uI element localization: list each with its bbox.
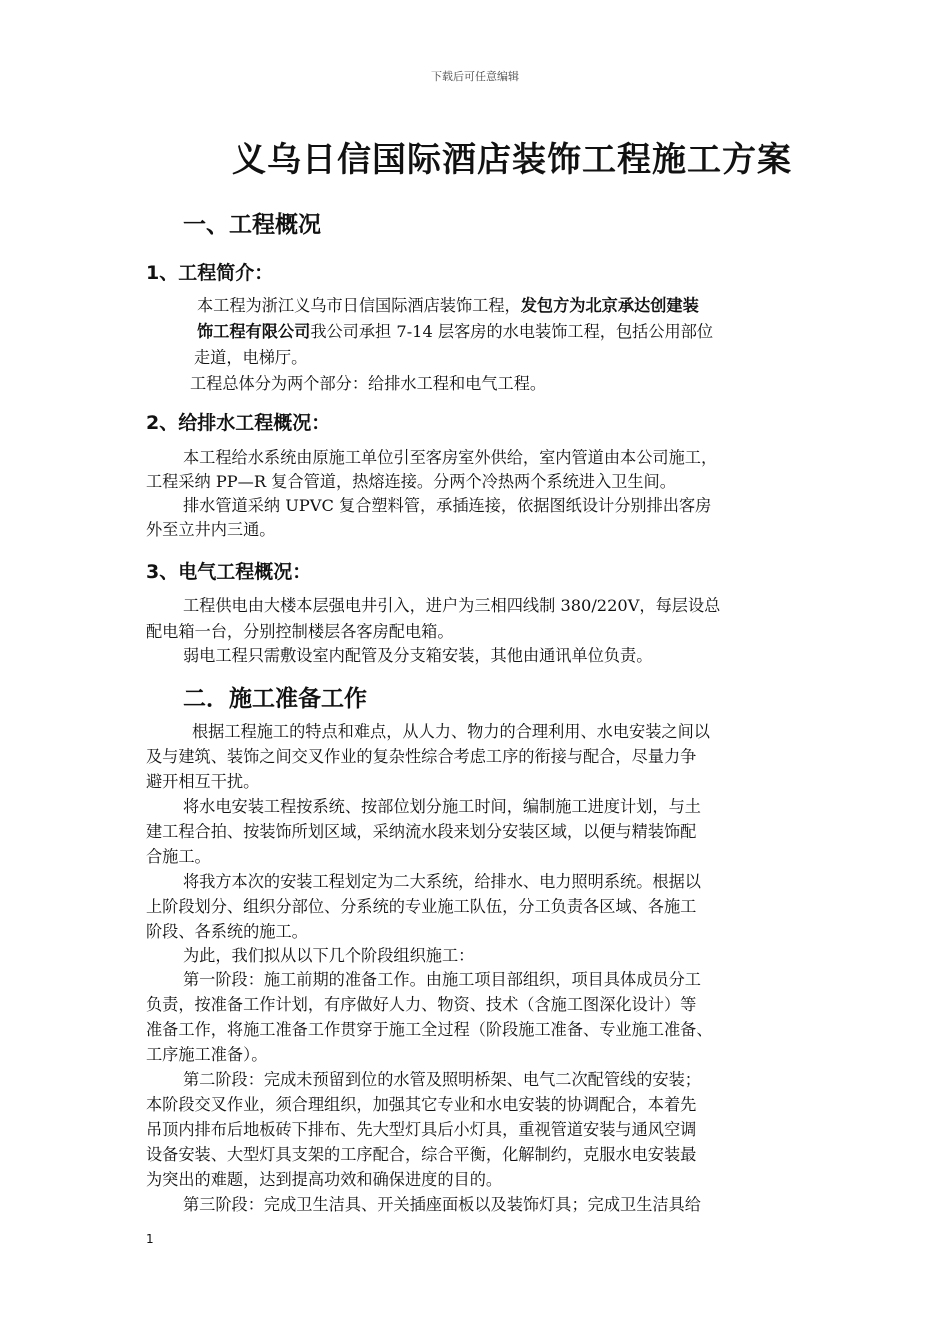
paragraph-line: 将水电安装工程按系统、按部位划分施工时间，编制施工进度计划，与土	[183, 797, 701, 816]
paragraph-line: 将我方本次的安装工程划定为二大系统，给排水、电力照明系统。根据以	[183, 872, 701, 891]
paragraph-line: 第一阶段：施工前期的准备工作。由施工项目部组织，项目具体成员分工	[183, 970, 701, 989]
paragraph-line: 走道，电梯厅。	[194, 348, 308, 367]
paragraph-line: 第二阶段：完成未预留到位的水管及照明桥架、电气二次配管线的安装；	[183, 1070, 701, 1089]
paragraph-line: 根据工程施工的特点和难点，从人力、物力的合理利用、水电安装之间以	[192, 722, 710, 741]
subsection-3-heading: 3、电气工程概况：	[146, 561, 312, 583]
paragraph-line: 为此，我们拟从以下几个阶段组织施工：	[183, 946, 475, 965]
text-span: 本工程为浙江义乌市日信国际酒店装饰工程，	[197, 296, 521, 315]
paragraph-line: 合施工。	[146, 847, 211, 866]
paragraph-line: 排水管道采纳 UPVC 复合塑料管，承插连接，依据图纸设计分别排出客房	[183, 496, 712, 515]
header-note: 下载后可任意编辑	[431, 70, 519, 83]
paragraph-line: 阶段、各系统的施工。	[146, 922, 308, 941]
paragraph-line: 工序施工准备）。	[146, 1045, 268, 1064]
paragraph-line: 工程供电由大楼本层强电井引入，进户为三相四线制 380/220V，每层设总	[183, 596, 721, 615]
subsection-1-heading: 1、工程简介：	[146, 262, 274, 284]
paragraph-line: 上阶段划分、组织分部位、分系统的专业施工队伍，分工负责各区域、各施工	[146, 897, 697, 916]
bold-text: 发包方为北京承达创建装	[520, 296, 699, 315]
paragraph-line: 建工程合拍、按装饰所划区域，采纳流水段来划分安装区域，以便与精装饰配	[146, 822, 697, 841]
document-title: 义乌日信国际酒店装饰工程施工方案	[232, 140, 792, 180]
paragraph-line: 本工程给水系统由原施工单位引至客房室外供给，室内管道由本公司施工，	[183, 448, 718, 467]
paragraph-line: 弱电工程只需敷设室内配管及分支箱安装，其他由通讯单位负责。	[183, 646, 653, 665]
section-2-heading: 二．施工准备工作	[183, 686, 367, 712]
paragraph-line: 避开相互干扰。	[146, 772, 260, 791]
section-1-heading: 一、工程概况	[183, 212, 321, 238]
subsection-2-heading: 2、给排水工程概况：	[146, 412, 331, 434]
paragraph-line: 配电箱一台，分别控制楼层各客房配电箱。	[146, 622, 454, 641]
paragraph-line: 第三阶段：完成卫生洁具、开关插座面板以及装饰灯具；完成卫生洁具给	[183, 1195, 701, 1214]
paragraph-line: 及与建筑、装饰之间交叉作业的复杂性综合考虑工序的衔接与配合，尽量力争	[146, 747, 697, 766]
page-number: 1	[146, 1232, 154, 1246]
paragraph-line: 吊顶内排布后地板砖下排布、先大型灯具后小灯具，重视管道安装与通风空调	[146, 1120, 697, 1139]
paragraph-line: 设备安装、大型灯具支架的工序配合，综合平衡，化解制约，克服水电安装最	[146, 1145, 697, 1164]
paragraph-line	[197, 322, 713, 342]
paragraph-line: 工程采纳 PP—R 复合管道，热熔连接。分两个冷热两个系统进入卫生间。	[146, 472, 676, 491]
text-span: 我公司承担 7-14 层客房的水电装饰工程，包括公用部位	[310, 322, 714, 341]
paragraph-line: 准备工作，将施工准备工作贯穿于施工全过程（阶段施工准备、专业施工准备、	[146, 1020, 713, 1039]
paragraph-line: 本阶段交叉作业，须合理组织，加强其它专业和水电安装的协调配合，本着先	[146, 1095, 697, 1114]
paragraph-line: 负责，按准备工作计划，有序做好人力、物资、技术（含施工图深化设计）等	[146, 995, 697, 1014]
paragraph-line: 工程总体分为两个部分：给排水工程和电气工程。	[190, 374, 547, 393]
bold-text: 饰工程有限公司	[197, 322, 311, 341]
paragraph-line: 外至立井内三通。	[146, 520, 276, 539]
paragraph-line	[197, 296, 699, 316]
paragraph-line: 为突出的难题，达到提高功效和确保进度的目的。	[146, 1170, 503, 1189]
